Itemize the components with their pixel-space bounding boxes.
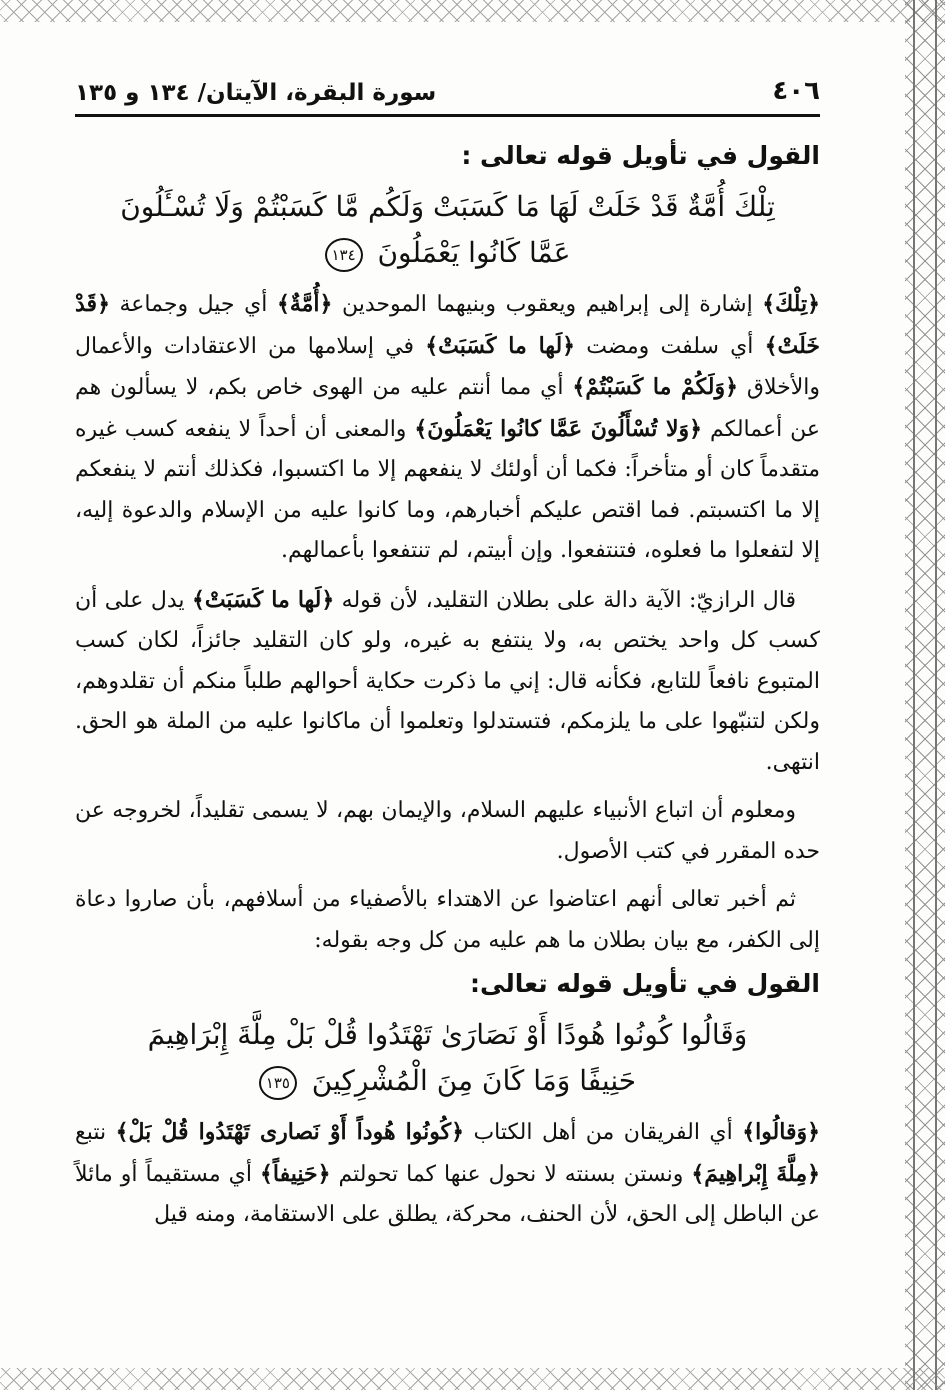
section-heading: القول في تأويل قوله تعالى : [461, 141, 820, 170]
verse-line: وَقَالُوا كُونُوا هُودًا أَوْ نَصَارَىٰ تَهْتَدُوا قُلْ بَلْ مِلَّةَ إِبْرَاهِيمَ [147, 1018, 748, 1051]
verse-line: تِلْكَ أُمَّةٌ قَدْ خَلَتْ لَهَا مَا كَسَبَتْ وَلَكُم مَّا كَسَبْتُمْ وَلَا تُسْـَٔلُونَ [120, 190, 775, 223]
commentary-text: في إسلامها من الاعتقادات والأعمال والأخلاق [75, 333, 820, 400]
page-number: ٤٠٦ [772, 76, 820, 106]
quran-quote: ﴿تِلْكَ﴾ [762, 291, 820, 317]
quran-verse [75, 1012, 820, 1104]
commentary-text: قال الرازيّ: الآية دالة على بطلان التقليد، لأن قوله [334, 587, 796, 613]
commentary-text: أي جيل وجماعة [109, 292, 277, 317]
verse-text: حَنِيفًا وَمَا كَانَ مِنَ الْمُشْرِكِينَ [311, 1064, 637, 1097]
quran-quote: ﴿مِلَّةَ إِبْراهِيمَ﴾ [691, 1160, 820, 1187]
book-page [75, 70, 820, 1244]
commentary-text: أي مستقيماً أو مائلاً عن الباطل إلى الحق، لأن الحنف، محركة، يطلق على الاستقامة، ومنه قيل [75, 1161, 820, 1227]
quran-quote: ﴿وَلا تُسْأَلُونَ عَمَّا كانُوا يَعْمَلُونَ﴾ [414, 415, 703, 442]
quran-quote: ﴿حَنِيفاً﴾ [259, 1160, 331, 1187]
commentary-paragraph: ومعلوم أن اتباع الأنبياء عليهم السلام، والإيمان بهم، لا يسمى تقليداً، لخروجه عن حده المقرر في كتب الأصول. [75, 798, 820, 864]
commentary-paragraph [75, 1112, 820, 1236]
commentary-text: إشارة إلى إبراهيم ويعقوب وبنيهما الموحدين [332, 292, 763, 317]
commentary-text: أي الفريقان من أهل الكتاب [464, 1120, 743, 1145]
commentary-paragraph [75, 580, 820, 784]
ayah-number-badge: ١٣٥ [259, 1066, 297, 1100]
quran-quote: ﴿لَها ما كَسَبَتْ﴾ [425, 332, 576, 359]
ayah-number-badge: ١٣٤ [325, 238, 363, 272]
quran-quote: ﴿وَقالُوا﴾ [742, 1119, 820, 1145]
quran-quote: ﴿وَلَكُمْ ما كَسَبْتُمْ﴾ [572, 374, 738, 400]
quran-verse [75, 184, 820, 276]
quran-quote: ﴿كُونُوا هُوداً أَوْ نَصارى تَهْتَدُوا قُلْ بَلْ﴾ [115, 1119, 465, 1145]
verse-text: عَمَّا كَانُوا يَعْمَلُونَ [377, 236, 571, 269]
commentary-paragraph [75, 284, 820, 572]
commentary-text: نتبع [75, 1120, 116, 1145]
quran-quote: ﴿لَها ما كَسَبَتْ﴾ [191, 586, 335, 613]
quran-quote: ﴿أُمَّةٌ﴾ [276, 291, 333, 317]
commentary-text: أي سلفت ومضت [575, 333, 765, 359]
commentary-paragraph: ثم أخبر تعالى أنهم اعتاضوا عن الاهتداء بالأصفياء من أسلافهم، بأن صاروا دعاة إلى الكفر، مع بيان بطلان ما هم عليه من كل وجه بقوله: [75, 887, 820, 953]
commentary-text: يدل على أن كسب كل واحد يختص به، ولا ينتفع به غيره، ولو كان التقليد جائزاً، لكان كسب المتبوع نافعاً للتابع، فكأنه قال: إني ما ذكرت حكاية أحوالهم طلباً منكم أن تقلدوهم، ولكن لتنبّهوا على ما يلزمكم، فتستدلوا وتعلموا أن ماكانوا عليه من الملة هو الحق. انتهى. [75, 587, 820, 775]
commentary-text: أي مما أنتم عليه من الهوى خاص بكم، لا يسألون هم عن أعمالكم [75, 375, 821, 442]
decorative-border-right [905, 0, 945, 1390]
quran-quote: ﴿قَدْ خَلَتْ﴾ [75, 291, 820, 359]
commentary-text: ونستن بسنته لا نحول عنها كما تحولتم [330, 1161, 692, 1187]
decorative-border-top [0, 0, 945, 22]
section-heading: القول في تأويل قوله تعالى: [470, 969, 820, 998]
running-header [75, 70, 820, 117]
verse-line [75, 230, 820, 276]
decorative-border-bottom [0, 1368, 945, 1390]
commentary-text: والمعنى أن أحداً لا ينفعه كسب غيره متقدماً كان أو متأخراً: فكما أن أولئك لا ينفعهم إلا ما اكتسبوا، فكذلك أنتم لا ينفعكم إلا ما اكتسبتم. فما اقتص عليكم أخبارهم، وما كانوا عليه من الإسلام والدعوة إليه، إلا لتفعلوا ما فعلوه، فتنتفعوا. وإن أبيتم، لم تنتفعوا بأعمالهم. [75, 416, 820, 563]
verse-line [75, 1058, 820, 1104]
running-title: سورة البقرة، الآيتان/ ١٣٤ و ١٣٥ [75, 80, 437, 106]
